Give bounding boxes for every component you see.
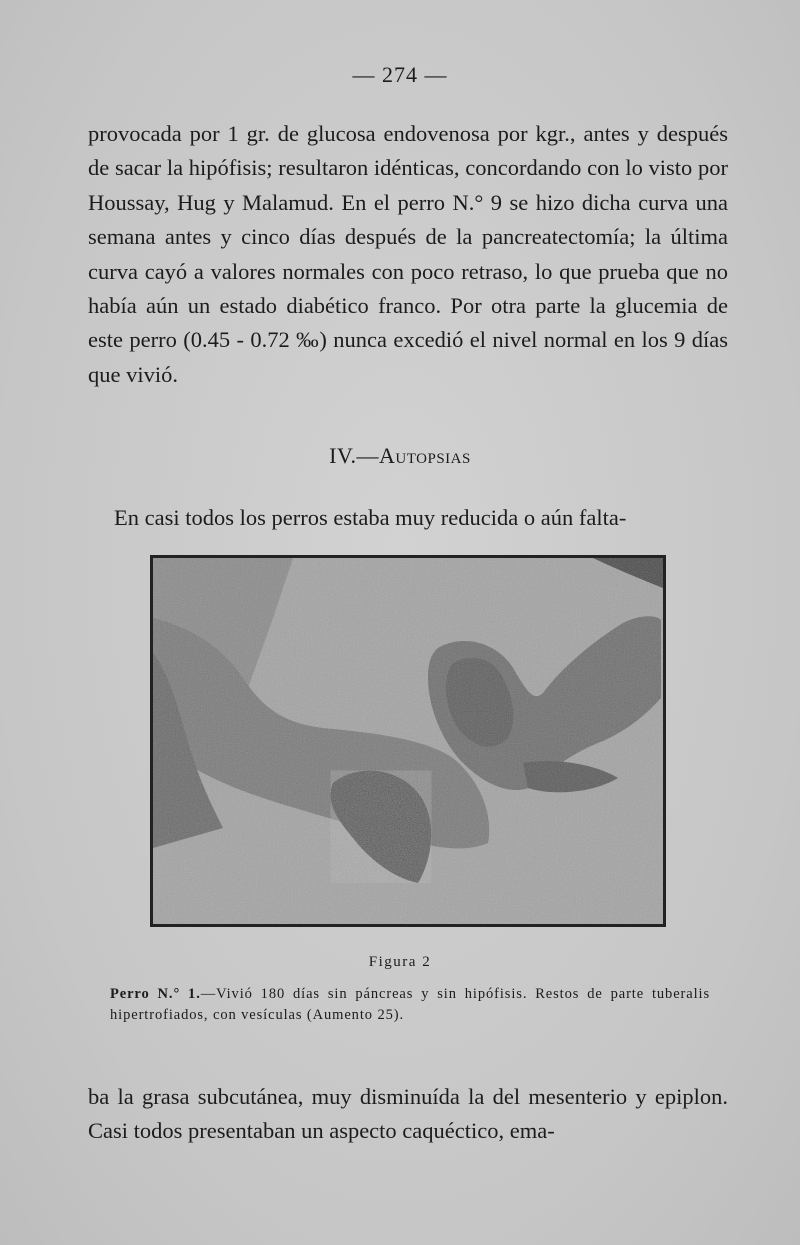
section-heading-text: IV.—Autopsias <box>329 443 471 468</box>
section-heading <box>0 443 800 469</box>
page-number: — 274 — <box>352 62 448 87</box>
caption-text: —Vivió 180 días sin páncreas y sin hipófisis. Restos de parte tuberalis hipertrofiados, con vesículas (Aumento 25). <box>110 986 710 1023</box>
caption-title: Perro N.° 1. <box>110 986 201 1002</box>
paragraph-top: provocada por 1 gr. de glucosa endovenosa por kgr., antes y después de sacar la hipófisis; resultaron idénticas, concordando con lo visto por Houssay, Hug y Malamud. En el perro N.° 9 se hizo dicha curva una semana antes y cinco días después de la pancreatectomía; la última curva cayó a valores normales con poco retraso, lo que prueba que no había aún un estado diabético franco. Por otra parte la glucemia de este perro (0.45 - 0.72 ‰) nunca excedió el nivel normal en los 9 días que vivió. <box>88 121 728 387</box>
micrograph-figure <box>150 555 666 927</box>
paragraph-bottom: ba la grasa subcutánea, muy disminuída la del mesenterio y epiplon. Casi todos presentaban un aspecto caquéctico, ema- <box>88 1084 728 1144</box>
paragraph-middle: En casi todos los perros estaba muy reducida o aún falta- <box>114 505 627 530</box>
figure-label: Figura 2 <box>368 954 432 970</box>
micrograph-image <box>153 558 663 924</box>
figure-caption <box>110 984 710 1026</box>
